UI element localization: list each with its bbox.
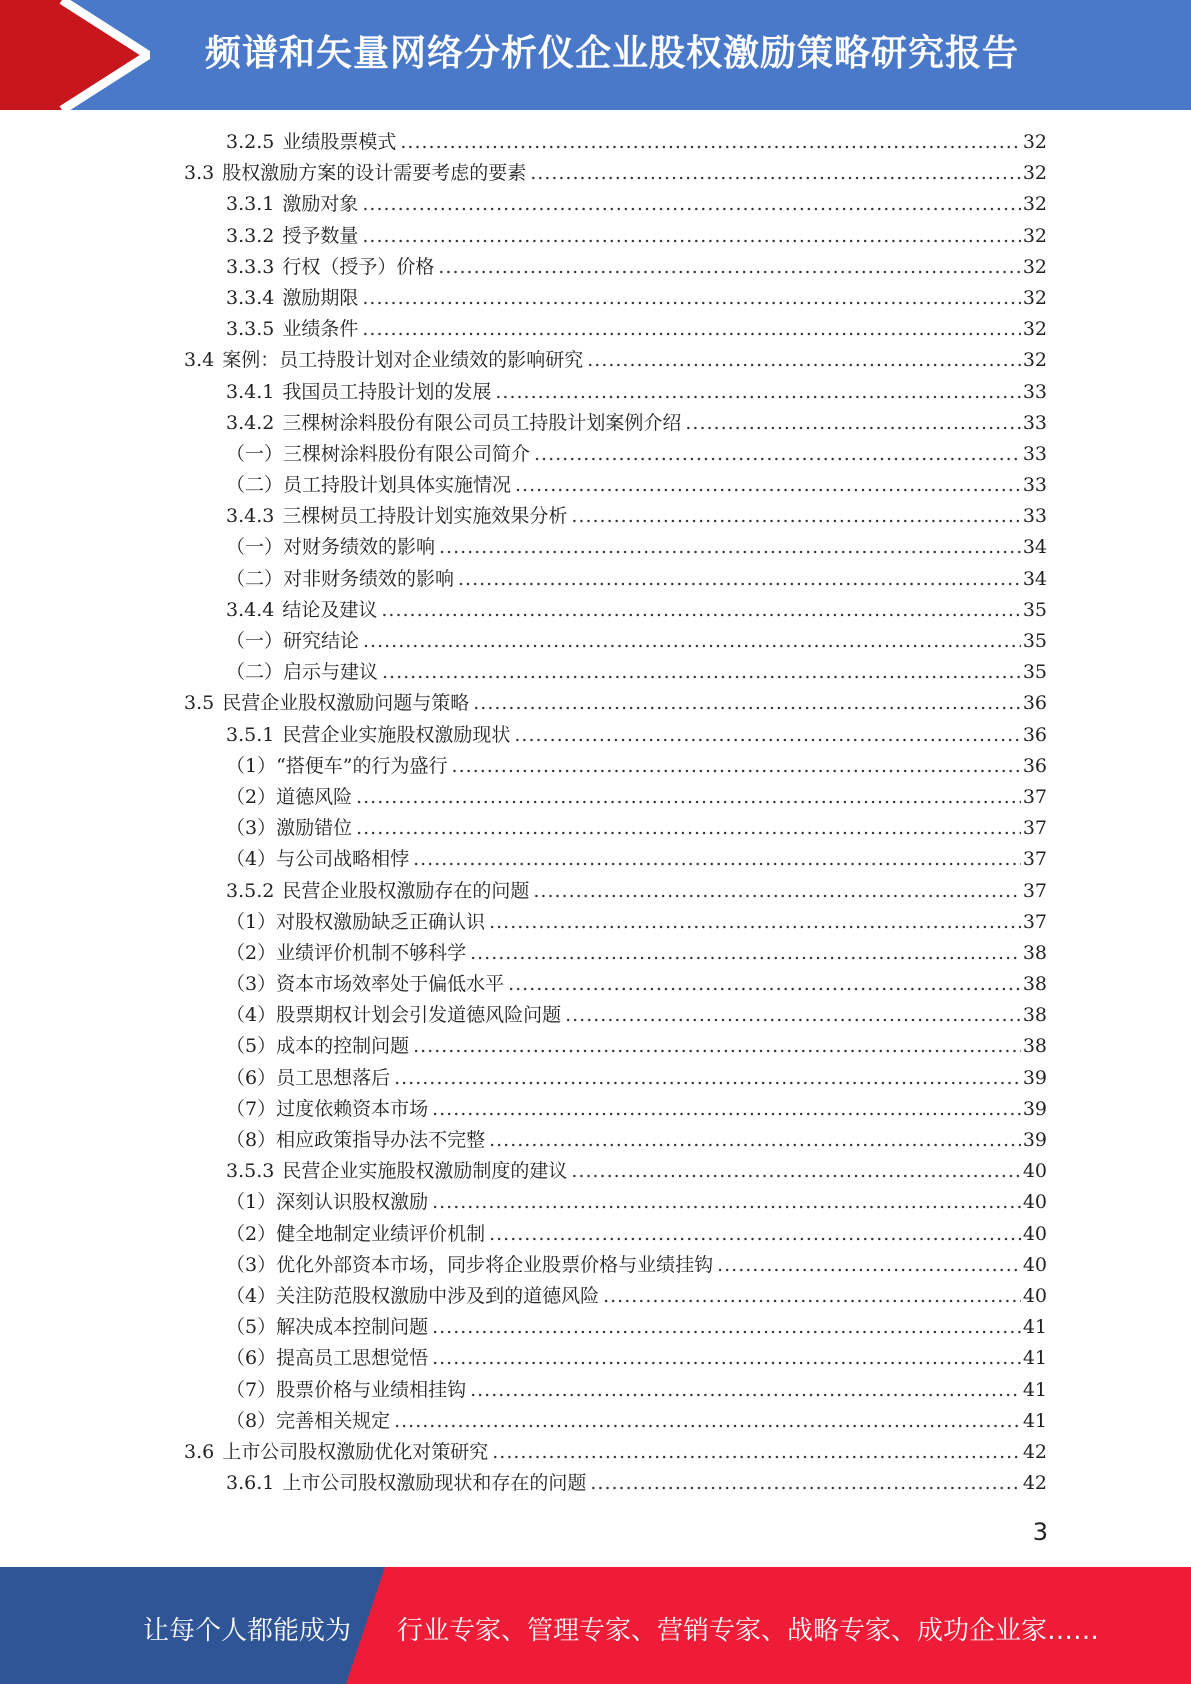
toc-dot-leader (571, 1156, 1020, 1187)
toc-entry[interactable] (184, 938, 1047, 969)
toc-entry-label: （2）道德风险 (226, 785, 353, 808)
toc-dot-leader (432, 1094, 1021, 1125)
toc-entry[interactable] (184, 377, 1047, 408)
toc-entry-page: 33 (1022, 411, 1047, 434)
toc-entry[interactable] (184, 626, 1047, 657)
toc-entry-label: 三棵树涂料股份有限公司员工持股计划案例介绍 (282, 411, 682, 434)
toc-dot-leader (603, 1281, 1021, 1312)
toc-entry[interactable] (184, 876, 1047, 907)
toc-entry-page: 39 (1022, 1129, 1047, 1151)
toc-dot-leader (362, 283, 1020, 314)
toc-entry[interactable] (184, 1250, 1047, 1281)
toc-entry-page: 35 (1022, 661, 1047, 684)
toc-entry[interactable] (184, 1187, 1047, 1218)
toc-entry-label: （二）启示与建议 (226, 661, 379, 684)
toc-entry-label: 授予数量 (282, 224, 359, 247)
footer-slogan-left: 让每个人都能成为 (143, 1616, 352, 1646)
toc-entry-number: 3.3.2 (226, 224, 275, 247)
toc-dot-leader (514, 720, 1020, 751)
toc-entry-page: 32 (1022, 255, 1047, 278)
toc-entry-page: 42 (1022, 1472, 1047, 1495)
toc-entry-label: 民营企业股权激励存在的问题 (282, 879, 530, 902)
toc-entry-page: 34 (1022, 567, 1047, 590)
toc-entry-page: 36 (1022, 723, 1047, 746)
page-header (0, 0, 1191, 110)
toc-entry-number: 3.3 (184, 162, 215, 185)
toc-dot-leader (362, 189, 1020, 220)
toc-entry-label: （3）资本市场效率处于偏低水平 (226, 973, 505, 996)
toc-entry-label: （二）对非财务绩效的影响 (226, 567, 455, 590)
toc-entry-number: 3.4 (184, 349, 215, 372)
toc-dot-leader (363, 626, 1021, 657)
toc-entry-page: 38 (1022, 1035, 1047, 1058)
toc-entry-page: 38 (1022, 941, 1047, 964)
toc-dot-leader (394, 1063, 1021, 1094)
toc-entry[interactable] (184, 1125, 1047, 1156)
toc-entry-page: 33 (1022, 442, 1047, 465)
toc-dot-leader (381, 595, 1020, 626)
toc-entry[interactable] (184, 844, 1047, 875)
toc-entry-page: 32 (1022, 162, 1047, 185)
toc-entry-page: 32 (1022, 349, 1047, 372)
toc-entry-page: 33 (1022, 505, 1047, 528)
toc-entry[interactable] (184, 252, 1047, 283)
toc-entry-label: （8）完善相关规定 (226, 1409, 391, 1432)
toc-dot-leader (452, 751, 1021, 782)
toc-dot-leader (473, 688, 1021, 719)
toc-dot-leader (489, 1219, 1021, 1250)
toc-dot-leader (413, 1031, 1021, 1062)
toc-entry[interactable] (184, 408, 1047, 439)
toc-entry-page: 35 (1022, 598, 1047, 621)
toc-entry-page: 37 (1022, 910, 1047, 933)
toc-dot-leader (508, 969, 1021, 1000)
toc-entry[interactable] (184, 189, 1047, 220)
toc-entry-number: 3.2.5 (226, 131, 275, 153)
toc-entry-label: （1）对股权激励缺乏正确认识 (226, 910, 486, 933)
toc-entry[interactable] (184, 1156, 1047, 1187)
toc-entry-label: （2）业绩评价机制不够科学 (226, 941, 467, 964)
toc-dot-leader (432, 1312, 1021, 1343)
toc-entry-number: 3.3.3 (226, 255, 275, 278)
toc-dot-leader (470, 938, 1021, 969)
toc-dot-leader (432, 1187, 1021, 1218)
toc-dot-leader (394, 1406, 1021, 1437)
toc-entry[interactable] (184, 564, 1047, 595)
toc-entry-number: 3.5.1 (226, 723, 275, 746)
toc-dot-leader (362, 221, 1020, 252)
toc-entry-label: 上市公司股权激励优化对策研究 (222, 1440, 489, 1463)
toc-entry-page: 40 (1022, 1222, 1047, 1245)
toc-entry-number: 3.5.2 (226, 879, 275, 902)
toc-entry[interactable] (184, 1343, 1047, 1374)
toc-entry[interactable] (184, 720, 1047, 751)
toc-entry[interactable] (184, 1406, 1047, 1437)
toc-entry-label: （2）健全地制定业绩评价机制 (226, 1222, 486, 1245)
toc-dot-leader (439, 532, 1021, 563)
toc-entry-label: 结论及建议 (282, 598, 378, 621)
toc-entry-label: （4）与公司战略相悖 (226, 848, 410, 871)
toc-entry[interactable] (184, 283, 1047, 314)
toc-dot-leader (356, 782, 1021, 813)
toc-entry-page: 32 (1022, 131, 1047, 153)
toc-entry-label: （一）研究结论 (226, 630, 360, 652)
toc-entry-number: 3.3.1 (226, 193, 275, 216)
toc-dot-leader (495, 377, 1020, 408)
toc-entry-number: 3.6 (184, 1440, 215, 1463)
toc-dot-leader (400, 127, 1020, 158)
toc-entry-label: （一）三棵树涂料股份有限公司简介 (226, 442, 531, 465)
toc-entry-label: （3）激励错位 (226, 817, 353, 840)
toc-entry-page: 32 (1022, 193, 1047, 216)
toc-entry-label: （5）解决成本控制问题 (226, 1316, 429, 1339)
toc-entry-page: 34 (1022, 536, 1047, 559)
toc-dot-leader (438, 252, 1020, 283)
page-number: 3 (1032, 1518, 1048, 1546)
toc-dot-leader (356, 813, 1021, 844)
toc-entry-label: （4）股票期权计划会引发道德风险问题 (226, 1004, 562, 1027)
toc-entry-label: 民营企业实施股权激励制度的建议 (282, 1160, 568, 1183)
toc-entry-label: 我国员工持股计划的发展 (282, 380, 492, 403)
toc-entry-page: 33 (1022, 474, 1047, 497)
toc-entry-number: 3.6.1 (226, 1472, 275, 1495)
toc-entry[interactable] (184, 1031, 1047, 1062)
toc-entry-page: 38 (1022, 973, 1047, 996)
toc-entry-page: 37 (1022, 879, 1047, 902)
toc-dot-leader (362, 314, 1020, 345)
toc-entry-label: 业绩股票模式 (282, 131, 397, 153)
toc-entry-label: 业绩条件 (282, 318, 359, 341)
table-of-contents (184, 127, 1047, 1499)
toc-entry-label: （6）提高员工思想觉悟 (226, 1347, 429, 1370)
toc-entry[interactable] (184, 1000, 1047, 1031)
toc-entry[interactable] (184, 1437, 1047, 1468)
toc-entry-number: 3.4.1 (226, 380, 275, 403)
toc-dot-leader (515, 470, 1021, 501)
toc-entry-page: 37 (1022, 848, 1047, 871)
toc-entry[interactable] (184, 1219, 1047, 1250)
toc-entry[interactable] (184, 813, 1047, 844)
toc-entry-page: 40 (1022, 1284, 1047, 1307)
toc-entry-label: 民营企业股权激励问题与策略 (222, 692, 470, 715)
toc-entry-page: 32 (1022, 286, 1047, 309)
toc-dot-leader (458, 564, 1021, 595)
toc-entry-label: 股权激励方案的设计需要考虑的要素 (222, 162, 527, 185)
toc-entry-page: 41 (1022, 1409, 1047, 1432)
toc-entry-page: 38 (1022, 1004, 1047, 1027)
toc-entry-label: 三棵树员工持股计划实施效果分析 (282, 505, 568, 528)
toc-entry[interactable] (184, 439, 1047, 470)
toc-entry[interactable] (184, 1281, 1047, 1312)
toc-entry[interactable] (184, 907, 1047, 938)
toc-entry-label: （二）员工持股计划具体实施情况 (226, 474, 512, 497)
toc-entry-label: （一）对财务绩效的影响 (226, 536, 436, 559)
toc-entry[interactable] (184, 158, 1047, 189)
toc-entry-page: 42 (1022, 1440, 1047, 1463)
toc-entry[interactable] (184, 969, 1047, 1000)
toc-entry-page: 37 (1022, 785, 1047, 808)
toc-entry[interactable] (184, 1375, 1047, 1406)
footer-slogan-right: 行业专家、管理专家、营销专家、战略专家、成功企业家…… (397, 1616, 1100, 1646)
toc-entry-label: （7）股票价格与业绩相挂钩 (226, 1378, 467, 1401)
toc-entry-label: 上市公司股权激励现状和存在的问题 (282, 1472, 587, 1495)
red-arrow-logo (0, 0, 150, 110)
toc-entry[interactable] (184, 1312, 1047, 1343)
toc-dot-leader (489, 1125, 1021, 1156)
toc-entry[interactable] (184, 127, 1047, 158)
toc-entry-page: 39 (1022, 1066, 1047, 1089)
toc-entry-number: 3.3.4 (226, 286, 275, 309)
toc-dot-leader (587, 345, 1021, 376)
toc-entry[interactable] (184, 595, 1047, 626)
toc-entry-page: 39 (1022, 1097, 1047, 1120)
toc-dot-leader (534, 439, 1021, 470)
toc-entry[interactable] (184, 345, 1047, 376)
toc-entry-label: （6）员工思想落后 (226, 1066, 391, 1089)
toc-entry-number: 3.5.3 (226, 1160, 275, 1183)
toc-entry[interactable] (184, 1094, 1047, 1125)
toc-entry-label: 案例：员工持股计划对企业绩效的影响研究 (222, 349, 584, 372)
toc-entry[interactable] (184, 782, 1047, 813)
toc-entry-page: 35 (1022, 630, 1047, 652)
toc-entry-page: 41 (1022, 1316, 1047, 1339)
toc-entry[interactable] (184, 532, 1047, 563)
toc-dot-leader (489, 907, 1021, 938)
toc-entry-label: 民营企业实施股权激励现状 (282, 723, 511, 746)
toc-dot-leader (533, 876, 1020, 907)
toc-dot-leader (717, 1250, 1021, 1281)
toc-entry-page: 33 (1022, 380, 1047, 403)
toc-entry[interactable] (184, 1468, 1047, 1499)
toc-entry-label: 激励期限 (282, 286, 359, 309)
toc-entry[interactable] (184, 751, 1047, 782)
toc-entry-label: （8）相应政策指导办法不完整 (226, 1129, 486, 1151)
toc-entry[interactable] (184, 314, 1047, 345)
toc-dot-leader (470, 1375, 1021, 1406)
toc-entry-label: （7）过度依赖资本市场 (226, 1097, 429, 1120)
toc-entry[interactable] (184, 501, 1047, 532)
toc-dot-leader (492, 1437, 1021, 1468)
toc-entry-page: 41 (1022, 1347, 1047, 1370)
toc-entry-label: （4）关注防范股权激励中涉及到的道德风险 (226, 1284, 600, 1307)
toc-entry-page: 32 (1022, 318, 1047, 341)
toc-entry-number: 3.3.5 (226, 318, 275, 341)
toc-entry[interactable] (184, 657, 1047, 688)
toc-entry-label: （1）深刻认识股权激励 (226, 1191, 429, 1214)
toc-entry-number: 3.5 (184, 692, 215, 715)
toc-entry-number: 3.4.2 (226, 411, 275, 434)
toc-entry-page: 37 (1022, 817, 1047, 840)
toc-entry-label: （1）“搭便车”的行为盛行 (226, 754, 448, 777)
toc-dot-leader (590, 1468, 1020, 1499)
toc-dot-leader (382, 657, 1021, 688)
toc-entry-page: 40 (1022, 1253, 1047, 1276)
toc-dot-leader (413, 844, 1021, 875)
toc-entry[interactable] (184, 221, 1047, 252)
toc-entry-page: 32 (1022, 224, 1047, 247)
toc-entry-label: 激励对象 (282, 193, 359, 216)
toc-entry-number: 3.4.3 (226, 505, 275, 528)
page-title: 频谱和矢量网络分析仪企业股权激励策略研究报告 (205, 33, 1020, 74)
toc-entry-label: （3）优化外部资本市场，同步将企业股票价格与业绩挂钩 (226, 1253, 714, 1276)
toc-entry[interactable] (184, 470, 1047, 501)
toc-dot-leader (685, 408, 1020, 439)
toc-entry-page: 36 (1022, 754, 1047, 777)
toc-entry-page: 36 (1022, 692, 1047, 715)
toc-dot-leader (432, 1343, 1021, 1374)
toc-dot-leader (530, 158, 1021, 189)
toc-entry[interactable] (184, 688, 1047, 719)
toc-entry-page: 41 (1022, 1378, 1047, 1401)
toc-entry-label: 行权（授予）价格 (282, 255, 435, 278)
toc-dot-leader (565, 1000, 1021, 1031)
toc-entry-page: 40 (1022, 1160, 1047, 1183)
toc-entry-page: 40 (1022, 1191, 1047, 1214)
toc-entry-label: （5）成本的控制问题 (226, 1035, 410, 1058)
toc-entry-number: 3.4.4 (226, 598, 275, 621)
toc-dot-leader (571, 501, 1020, 532)
toc-entry[interactable] (184, 1063, 1047, 1094)
